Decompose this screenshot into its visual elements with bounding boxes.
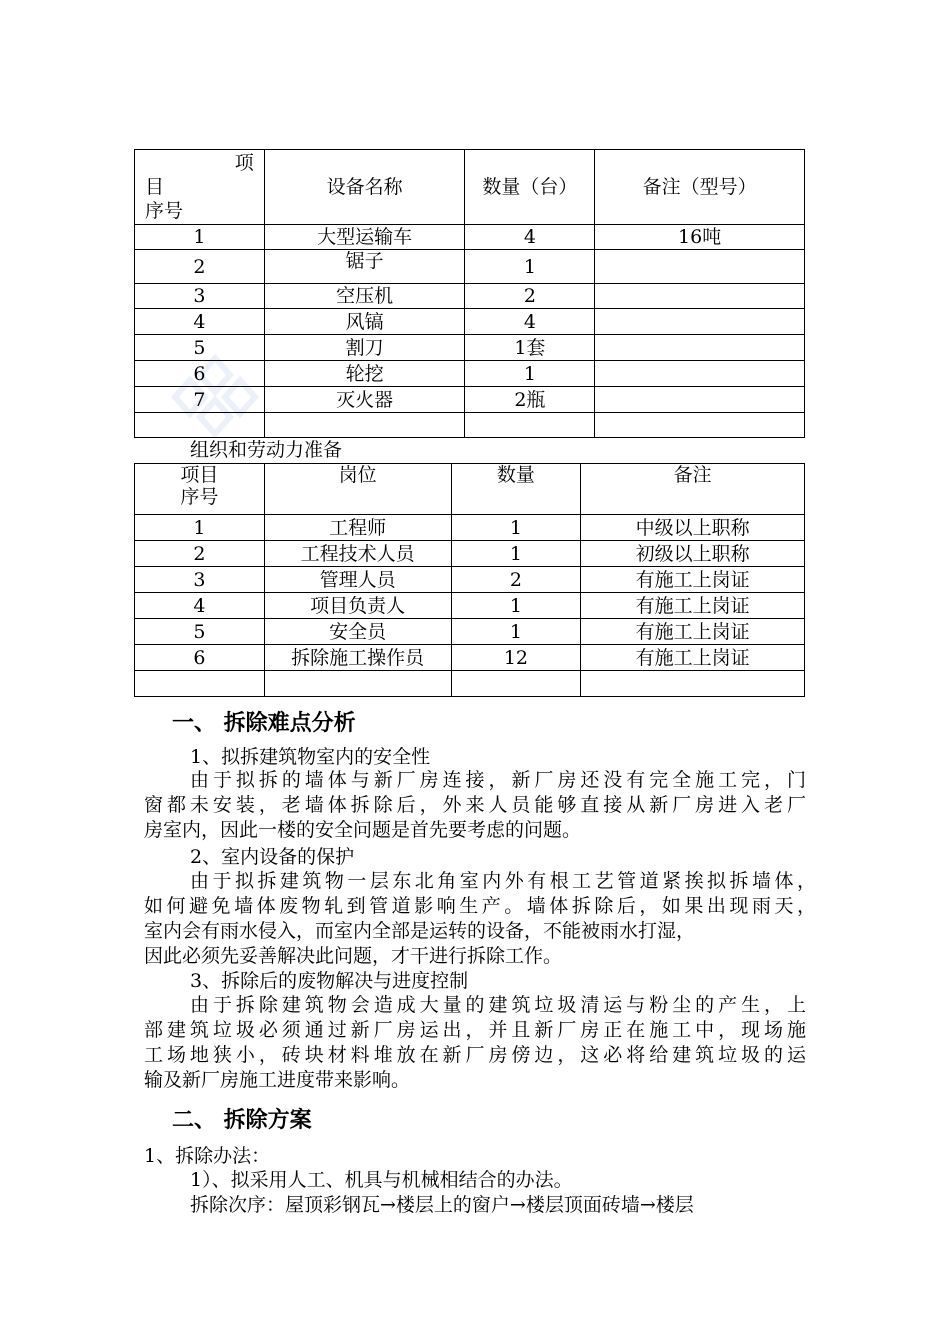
header-corner-cell xyxy=(135,150,265,225)
row-number: 2 xyxy=(135,250,265,284)
row-number: 6 xyxy=(135,361,265,387)
device-note xyxy=(595,284,805,309)
item2-line: 如何避免墙体废物轧到管道影响生产。墙体拆除后，如果出现雨天， xyxy=(144,895,816,917)
row-number: 1 xyxy=(135,515,265,541)
labor-section-label: 组织和劳动力准备 xyxy=(190,439,343,461)
item1-line: 窗都未安装，老墙体拆除后，外来人员能够直接从新厂房进入老厂 xyxy=(144,794,806,816)
equipment-table-header xyxy=(135,150,805,225)
post-qty: 1 xyxy=(451,619,581,645)
table-row xyxy=(135,361,805,387)
post-name: 拆除施工操作员 xyxy=(264,645,451,671)
row-number: 3 xyxy=(135,567,265,593)
device-note xyxy=(595,250,805,284)
table-row xyxy=(135,225,805,250)
table-row xyxy=(135,250,805,284)
item2-line: 因此必须先妥善解决此问题，才干进行拆除工作。 xyxy=(144,945,563,967)
post-name: 工程技术人员 xyxy=(264,541,451,567)
item3-line: 由于拆除建筑物会造成大量的建筑垃圾清运与粉尘的产生，上 xyxy=(190,994,806,1016)
table-row xyxy=(135,515,805,541)
device-name: 大型运输车 xyxy=(264,225,465,250)
post-note: 中级以上职称 xyxy=(581,515,805,541)
post-name: 安全员 xyxy=(264,619,451,645)
item3-body xyxy=(144,993,806,1093)
item2-line: 室内会有雨水侵入，而室内全部是运转的设备，不能被雨水打湿， xyxy=(144,920,696,942)
method-label: 1、拆除办法： xyxy=(144,1145,271,1167)
item2-line: 由于拟拆建筑物一层东北角室内外有根工艺管道紧挨拟拆墙体， xyxy=(190,870,816,892)
device-name: 灭火器 xyxy=(264,387,465,413)
device-note xyxy=(595,361,805,387)
post-name: 管理人员 xyxy=(264,567,451,593)
item3-line: 部建筑垃圾必须通过新厂房运出，并且新厂房正在施工中，现场施 xyxy=(144,1019,806,1041)
header-quantity: 数量（台） xyxy=(465,150,595,225)
post-name: 项目负责人 xyxy=(264,593,451,619)
header-item-number xyxy=(135,464,265,515)
section1-heading: 一、 拆除难点分析 xyxy=(172,711,356,736)
labor-table xyxy=(134,463,805,697)
row-number: 6 xyxy=(135,645,265,671)
equipment-table xyxy=(134,149,805,438)
item1-body xyxy=(144,768,806,843)
row-number: 4 xyxy=(135,309,265,335)
header-post: 岗位 xyxy=(264,464,451,515)
device-qty: 2瓶 xyxy=(465,387,595,413)
row-number: 5 xyxy=(135,619,265,645)
device-qty: 1 xyxy=(465,250,595,284)
table-row xyxy=(135,541,805,567)
post-qty: 1 xyxy=(451,541,581,567)
table-row xyxy=(135,593,805,619)
post-note: 有施工上岗证 xyxy=(581,645,805,671)
table-row xyxy=(135,645,805,671)
header-corner-bot: 序号 xyxy=(145,200,184,222)
table-row-empty xyxy=(135,671,805,697)
device-qty: 4 xyxy=(465,309,595,335)
post-note: 有施工上岗证 xyxy=(581,567,805,593)
table-row xyxy=(135,335,805,361)
table-row xyxy=(135,309,805,335)
method-1: 1）、拟采用人工、机具与机械相结合的办法。 xyxy=(190,1169,573,1191)
item3-line: 输及新厂房施工进度带来影响。 xyxy=(144,1069,411,1091)
post-qty: 1 xyxy=(451,593,581,619)
section2-heading: 二、 拆除方案 xyxy=(172,1108,312,1133)
header-corner-mid: 目 xyxy=(145,176,165,198)
item3-line: 工场地狭小，砖块材料堆放在新厂房傍边，这必将给建筑垃圾的运 xyxy=(144,1044,806,1066)
header-item-top: 项目 xyxy=(180,464,219,486)
device-qty: 1 xyxy=(465,361,595,387)
device-name: 割刀 xyxy=(264,335,465,361)
item1-title: 1、拟拆建筑物室内的安全性 xyxy=(190,746,431,768)
device-qty: 2 xyxy=(465,284,595,309)
table-row-empty xyxy=(135,413,805,438)
table-row xyxy=(135,387,805,413)
row-number: 7 xyxy=(135,387,265,413)
post-qty: 1 xyxy=(451,515,581,541)
row-number: 2 xyxy=(135,541,265,567)
demolition-sequence: 拆除次序：屋顶彩钢瓦→楼层上的窗户→楼层顶面砖墙→楼层 xyxy=(190,1194,694,1216)
device-name: 风镐 xyxy=(264,309,465,335)
row-number: 1 xyxy=(135,225,265,250)
item3-title: 3、拆除后的废物解决与进度控制 xyxy=(190,970,469,992)
row-number: 5 xyxy=(135,335,265,361)
table-row xyxy=(135,567,805,593)
header-corner-top: 项 xyxy=(234,152,254,174)
device-qty: 4 xyxy=(465,225,595,250)
item1-line: 房室内，因此一楼的安全问题是首先要考虑的问题。 xyxy=(144,819,582,841)
post-note: 有施工上岗证 xyxy=(581,619,805,645)
item2-title: 2、室内设备的保护 xyxy=(190,846,355,868)
header-note: 备注（型号） xyxy=(595,150,805,225)
row-number: 4 xyxy=(135,593,265,619)
labor-table-header xyxy=(135,464,805,515)
header-quantity: 数量 xyxy=(451,464,581,515)
header-note: 备注 xyxy=(581,464,805,515)
post-qty: 12 xyxy=(451,645,581,671)
device-name: 锯子 xyxy=(264,250,465,284)
device-name: 空压机 xyxy=(264,284,465,309)
device-note xyxy=(595,335,805,361)
device-name: 轮挖 xyxy=(264,361,465,387)
device-note: 16吨 xyxy=(595,225,805,250)
table-row xyxy=(135,284,805,309)
device-note xyxy=(595,387,805,413)
post-qty: 2 xyxy=(451,567,581,593)
post-note: 初级以上职称 xyxy=(581,541,805,567)
post-note: 有施工上岗证 xyxy=(581,593,805,619)
item2-body xyxy=(144,869,816,969)
post-name: 工程师 xyxy=(264,515,451,541)
header-item-bot: 序号 xyxy=(180,486,219,508)
device-qty: 1套 xyxy=(465,335,595,361)
header-device-name: 设备名称 xyxy=(264,150,465,225)
table-row xyxy=(135,619,805,645)
item1-line: 由于拟拆的墙体与新厂房连接，新厂房还没有完全施工完，门 xyxy=(190,769,806,791)
row-number: 3 xyxy=(135,284,265,309)
device-note xyxy=(595,309,805,335)
